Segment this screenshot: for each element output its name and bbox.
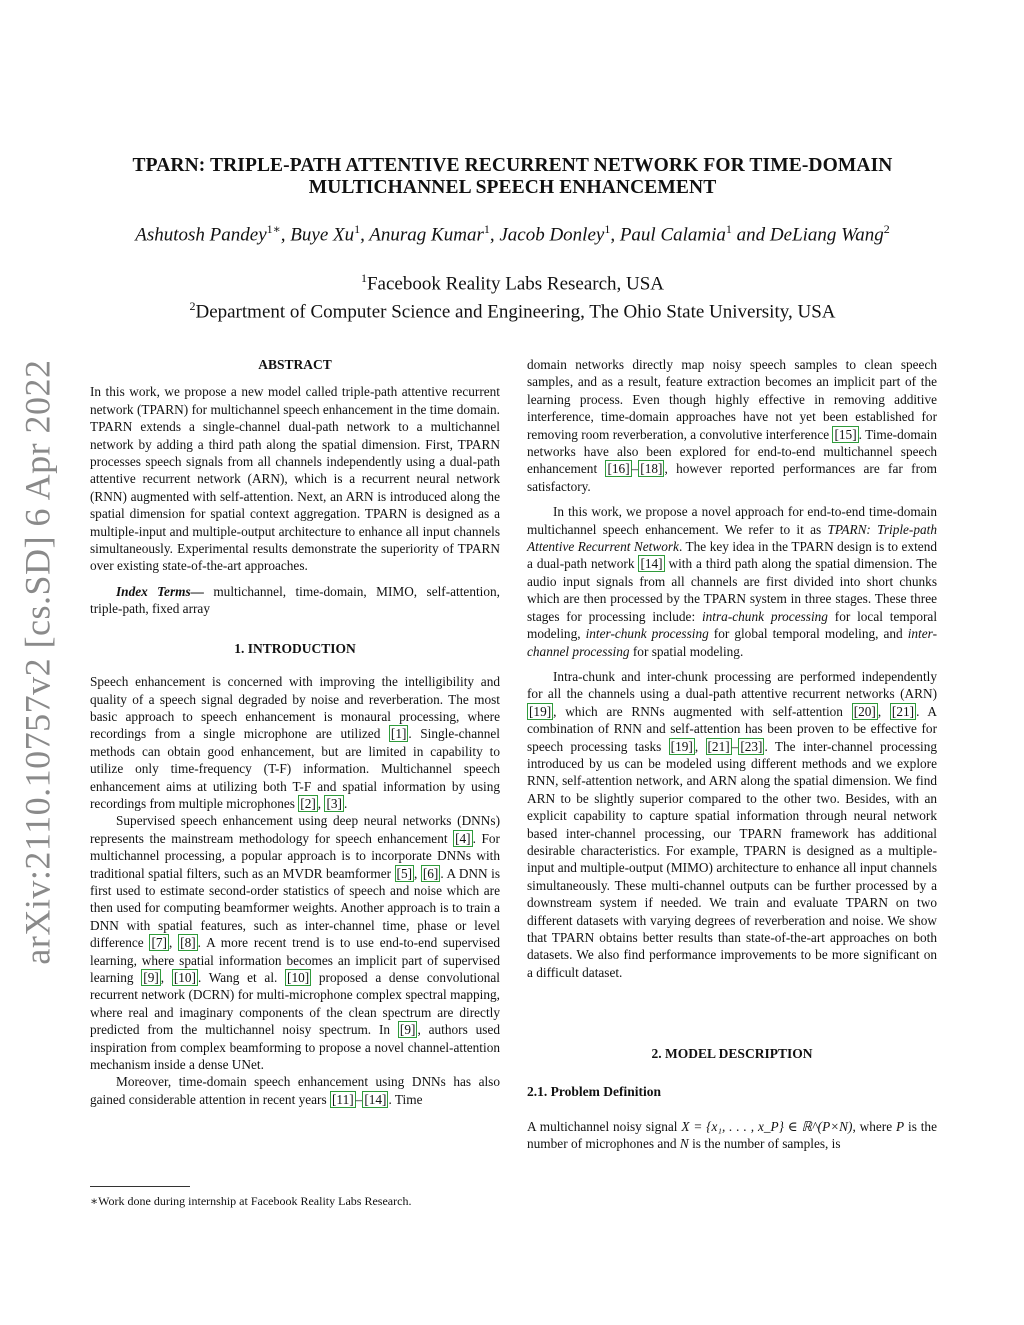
author-name: DeLiang Wang (769, 224, 884, 246)
abstract-heading: ABSTRACT (258, 357, 332, 372)
author-list (90, 222, 935, 246)
author-separator: , (489, 224, 500, 246)
citation-link[interactable]: [20] (853, 703, 876, 719)
index-terms-text: multichannel, time-domain, MIMO, self-attention, triple-path, fixed array (90, 583, 500, 617)
author-conjunction: and (731, 224, 770, 246)
index-terms-label: Index Terms— (116, 583, 204, 599)
citation-link[interactable]: [14] (640, 556, 663, 572)
author-affil-mark: 1∗ (266, 222, 281, 236)
intro-paragraph-4: domain networks directly map noisy speech samples to clean speech samples, and as a result, feature extraction becomes an implicit part of the learning process. Even though highly effective in removing additive interference, time-domain approaches have not yet been established for removing room reverberation, a convolutive interference [15] . Time-domain networks have also been explored for end-to-end multichannel speech enhancement [16] – [18] , however reported performances are far from satisfactory. (527, 357, 937, 494)
citation-link[interactable]: [1] (390, 726, 407, 742)
affiliation-2 (90, 295, 935, 323)
abstract-body: In this work, we propose a new model called triple-path attentive recurrent network (TPARN) for multichannel speech enhancement in the time domain. TPARN extends a single-channel dual-path network to a multichannel network by adding a third path along the spatial dimension. First, TPARN processes speech signals from all channels independently using a dual-path attentive recurrent network (ARN), which is a recurrent neural network (RNN) augmented with self-attention. Next, an ARN is introduced along the spatial dimension for spatial context aggregation. TPARN is designed as a multiple-input and multiple-output architecture to enhance all input channels simultaneously. Experimental results demonstrate the superiority of TPARN over existing state-of-the-art approaches. (90, 384, 500, 574)
affiliation-1 (90, 267, 935, 295)
author-affil-mark: 1 (483, 222, 490, 236)
citation-link[interactable]: [8] (180, 935, 196, 951)
citation-link[interactable]: [14] (364, 1091, 387, 1107)
author-name: Buye Xu (290, 224, 355, 246)
author-affil-mark: 1 (725, 222, 732, 236)
author-affil-mark: 1 (604, 222, 611, 236)
citation-link[interactable]: [16] (607, 461, 630, 477)
citation-link[interactable]: [21] (707, 738, 730, 754)
footnote-divider (90, 1186, 190, 1187)
math-signal-definition: X = {x₁, . . . , x_P} ∈ ℝ^(P×N) (681, 1119, 853, 1135)
affil-mark: 2 (189, 299, 196, 314)
model-description-heading: 2. MODEL DESCRIPTION (651, 1046, 813, 1062)
author-name: Ashutosh Pandey (135, 224, 267, 246)
intro-paragraph-6: Intra-chunk and inter-chunk processing are performed independently for all the channels using a dual-path attentive recurrent networks (ARN) [19] , which are RNNs augmented with self-attention [20] , [21] . A combination of RNN and self-attention has been proven to be effective for speech processing tasks [19] , [21] – [23] . The inter-channel processing introduced by us can be modeled using different methods and we explore RNN, self-attention network, and ARN along the spatial dimension. We find ARN to be slightly superior compared to the other two. Besides, with an explicit capability to capture spatial information through neural network based inter-channel processing, our TPARN framework has additional desirable characteristics. For example, TPARN is designed as a multiple-input and multiple-output (MIMO) architecture to enhance all input channels simultaneously. These multi-channel outputs can be further processed by a downstream system if needed. We train and evaluate TPARN on two different datasets with varying degrees of reverberation and noise. We show that TPARN obtains better results than state-of-the-art approaches on both datasets. We also find performance improvements to be more significant on a difficult dataset. (527, 668, 937, 980)
citation-link[interactable]: [10] (287, 970, 310, 985)
citation-link[interactable]: [10] (173, 970, 196, 985)
author-name: Anurag Kumar (369, 224, 484, 246)
left-column (90, 356, 500, 1108)
problem-definition-subheading: 2.1. Problem Definition (527, 1083, 661, 1099)
citation-link[interactable]: [7] (151, 935, 167, 951)
affiliations (90, 267, 935, 324)
title-line-2: MULTICHANNEL SPEECH ENHANCEMENT (308, 177, 717, 198)
author-name: Jacob Donley (499, 224, 605, 246)
author-separator: , (280, 224, 291, 246)
author-separator: , (360, 224, 370, 246)
citation-link[interactable]: [15] (834, 426, 857, 442)
paper-title (90, 155, 935, 199)
affil-text: Department of Computer Science and Engineering, The Ohio State University, USA (195, 301, 836, 323)
citation-link[interactable]: [2] (300, 795, 316, 811)
introduction-heading: 1. INTRODUCTION (234, 640, 356, 656)
citation-link[interactable]: [3] (326, 795, 342, 811)
intro-paragraph-3: Moreover, time-domain speech enhancement using DNNs has also gained considerable attention in recent years [11] – [14] . Time (90, 1074, 500, 1107)
intro-paragraph-2: Supervised speech enhancement using deep neural networks (DNNs) represents the mainstream methodology for speech enhancement [4] . For multichannel processing, a popular approach is to incorporate DNNs with traditional spatial filters, such as an MVDR beamformer [5] , [6] . A DNN is first used to estimate second-order statistics of speech and noise which are then used for computing beamformer weights. Another approach is to train a DNN with spatial features, such as inter-channel time, phase or level difference [7] , [8] . A more recent trend is to use end-to-end supervised learning, where spatial information becomes an implicit part of supervised learning [9] , [10] . Wang et al. [10] proposed a dense convolutional recurrent network (DCRN) for multi-microphone complex spectral mapping, where real and imaginary components of the clean spectrum are directly predicted from the multichannel noisy spectrum. In [9] , authors used inspiration from complex beamforming to propose a novel channel-attention mechanism inside a dense UNet. (90, 813, 501, 1073)
citation-link[interactable]: [6] (422, 865, 439, 881)
author-name: Paul Calamia (619, 224, 726, 246)
footnote: ∗Work done during internship at Facebook Reality Labs Research. (90, 1194, 412, 1208)
citation-link[interactable]: [19] (670, 738, 693, 754)
index-terms (90, 583, 500, 618)
citation-link[interactable]: [4] (455, 830, 471, 846)
title-line-1: TPARN: TRIPLE-PATH ATTENTIVE RECURRENT NETWORK FOR TIME-DOMAIN (132, 155, 893, 176)
citation-link[interactable]: [9] (399, 1022, 416, 1038)
problem-definition-paragraph: A multichannel noisy signal X = {x₁, . . . , x_P} ∈ ℝ^(P×N), where P is the number of microphones and N is the number of samples, is (527, 1119, 937, 1152)
citation-link[interactable]: [18] (640, 461, 663, 477)
right-column (527, 356, 937, 1153)
arxiv-sidebar-stamp (8, 359, 68, 965)
citation-link[interactable]: [23] (740, 738, 763, 754)
arxiv-id: arXiv:2110.10757v2 [cs.SD] 6 Apr 2022 (18, 359, 58, 965)
citation-link[interactable]: [19] (529, 703, 552, 719)
affil-mark: 1 (360, 271, 367, 285)
citation-link[interactable]: [9] (143, 970, 159, 985)
author-separator: , (610, 224, 620, 246)
author-affil-mark: 1 (354, 222, 361, 236)
citation-link[interactable]: [5] (396, 865, 413, 881)
author-affil-mark: 2 (883, 222, 890, 236)
affil-text: Facebook Reality Labs Research, USA (366, 273, 665, 295)
intro-paragraph-1: Speech enhancement is concerned with improving the intelligibility and quality of a speech signal degraded by noise and reverberation. The most basic approach to speech enhancement is monaural processing, where recordings from a single microphone are utilized [1] . Single-channel methods can obtain good enhancement, but are limited in capability to utilize only time-frequency (T-F) information. Multichannel speech enhancement aims at utilizing both T-F and spatial information by using recordings from multiple microphones [2] , [3] . (90, 674, 501, 811)
citation-link[interactable]: [11] (331, 1091, 354, 1107)
intro-paragraph-5: In this work, we propose a novel approach for end-to-end time-domain multichannel speech enhancement. We refer to it as TPARN: Triple-path Attentive Recurrent Network. The key idea in the TPARN design is to extend a dual-path network [14] with a third path along the spatial dimension. The audio input signals from all channels are first divided into short chunks which are then processed by the TPARN system in three stages. These three stages for processing include: intra-chunk processing for local temporal modeling, inter-chunk processing for global temporal modeling, and inter-channel processing for spatial modeling. (527, 504, 938, 659)
citation-link[interactable]: [21] (891, 703, 915, 719)
